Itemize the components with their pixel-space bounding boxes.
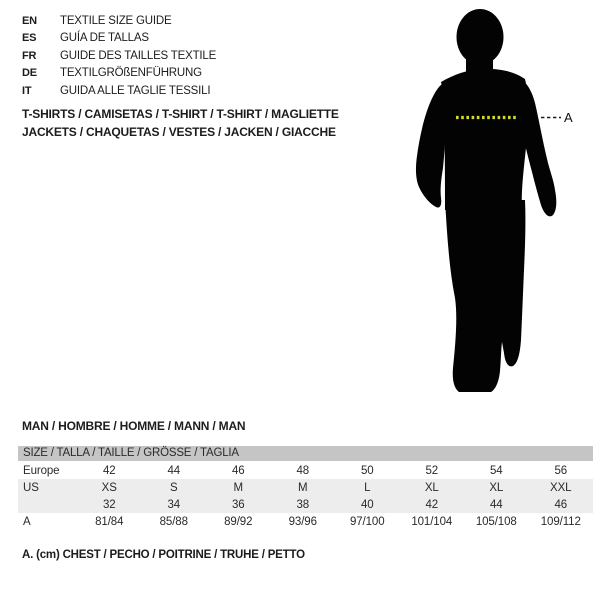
language-row-it xyxy=(22,82,216,100)
size-value: 46 xyxy=(554,498,568,511)
size-value: 97/100 xyxy=(349,515,385,528)
language-label: GUIDA ALLE TAGLIE TESSILI xyxy=(60,84,211,97)
size-value: M xyxy=(298,481,308,494)
size-value: 32 xyxy=(102,498,116,511)
size-value: 36 xyxy=(231,498,245,511)
size-value: 89/92 xyxy=(224,515,253,528)
size-value: 40 xyxy=(360,498,374,511)
size-value: 52 xyxy=(425,464,439,477)
size-value: XXL xyxy=(550,481,572,494)
measure-label-a: A xyxy=(564,110,573,125)
size-value: 34 xyxy=(167,498,181,511)
category-list xyxy=(22,106,339,141)
language-label: TEXTILE SIZE GUIDE xyxy=(60,14,172,27)
size-table xyxy=(18,446,593,530)
size-value: 42 xyxy=(102,464,116,477)
table-row-numeric xyxy=(18,496,593,513)
size-value: 46 xyxy=(231,464,245,477)
size-value: 50 xyxy=(360,464,374,477)
size-table-header: SIZE / TALLA / TAILLE / GRÖSSE / TAGLIA xyxy=(18,446,593,461)
language-row-es xyxy=(22,30,216,48)
size-value: 42 xyxy=(425,498,439,511)
table-row-us xyxy=(18,479,593,496)
size-value: 48 xyxy=(296,464,310,477)
section-title-man: MAN / HOMBRE / HOMME / MANN / MAN xyxy=(22,419,246,433)
man-silhouette-figure xyxy=(405,8,580,395)
language-row-fr xyxy=(22,47,216,65)
size-value: 85/88 xyxy=(159,515,188,528)
category-tshirts: T-SHIRTS / CAMISETAS / T-SHIRT / T-SHIRT / MAGLIETTE xyxy=(22,107,339,121)
size-value: XL xyxy=(424,481,439,494)
size-value: S xyxy=(169,481,178,494)
size-value: 93/96 xyxy=(288,515,317,528)
size-value: XL xyxy=(489,481,504,494)
man-silhouette xyxy=(405,8,580,395)
language-list xyxy=(22,12,216,100)
measurement-footnote: A. (cm) CHEST / PECHO / POITRINE / TRUHE / PETTO xyxy=(22,549,305,561)
language-label: GUIDE DES TAILLES TEXTILE xyxy=(60,49,217,62)
size-value: 105/108 xyxy=(475,515,517,528)
table-row-chest-a xyxy=(18,513,593,530)
size-value: L xyxy=(364,481,371,494)
language-code: DE xyxy=(22,67,37,80)
language-label: TEXTILGRÖßENFÜHRUNG xyxy=(60,67,202,80)
language-code: EN xyxy=(22,14,37,27)
language-code: ES xyxy=(22,32,37,45)
size-value: 54 xyxy=(489,464,503,477)
language-code: FR xyxy=(22,49,37,62)
row-label: A xyxy=(23,515,31,528)
language-code: IT xyxy=(22,84,32,97)
man-silhouette-shape xyxy=(416,9,556,392)
size-value: 56 xyxy=(554,464,568,477)
size-value: 44 xyxy=(489,498,503,511)
category-jackets: JACKETS / CHAQUETAS / VESTES / JACKEN / GIACCHE xyxy=(22,124,336,139)
size-value: 81/84 xyxy=(95,515,124,528)
row-label: US xyxy=(23,481,39,494)
size-value: 44 xyxy=(167,464,181,477)
size-value: 109/112 xyxy=(540,515,581,528)
size-value: M xyxy=(233,481,243,494)
row-label: Europe xyxy=(23,464,60,477)
table-row-europe xyxy=(18,462,593,479)
language-row-de xyxy=(22,65,216,83)
language-label: GUÍA DE TALLAS xyxy=(60,32,149,45)
size-value: 38 xyxy=(296,498,310,511)
size-value: 101/104 xyxy=(411,515,453,528)
size-value: XS xyxy=(101,481,117,494)
language-row-en xyxy=(22,12,216,30)
